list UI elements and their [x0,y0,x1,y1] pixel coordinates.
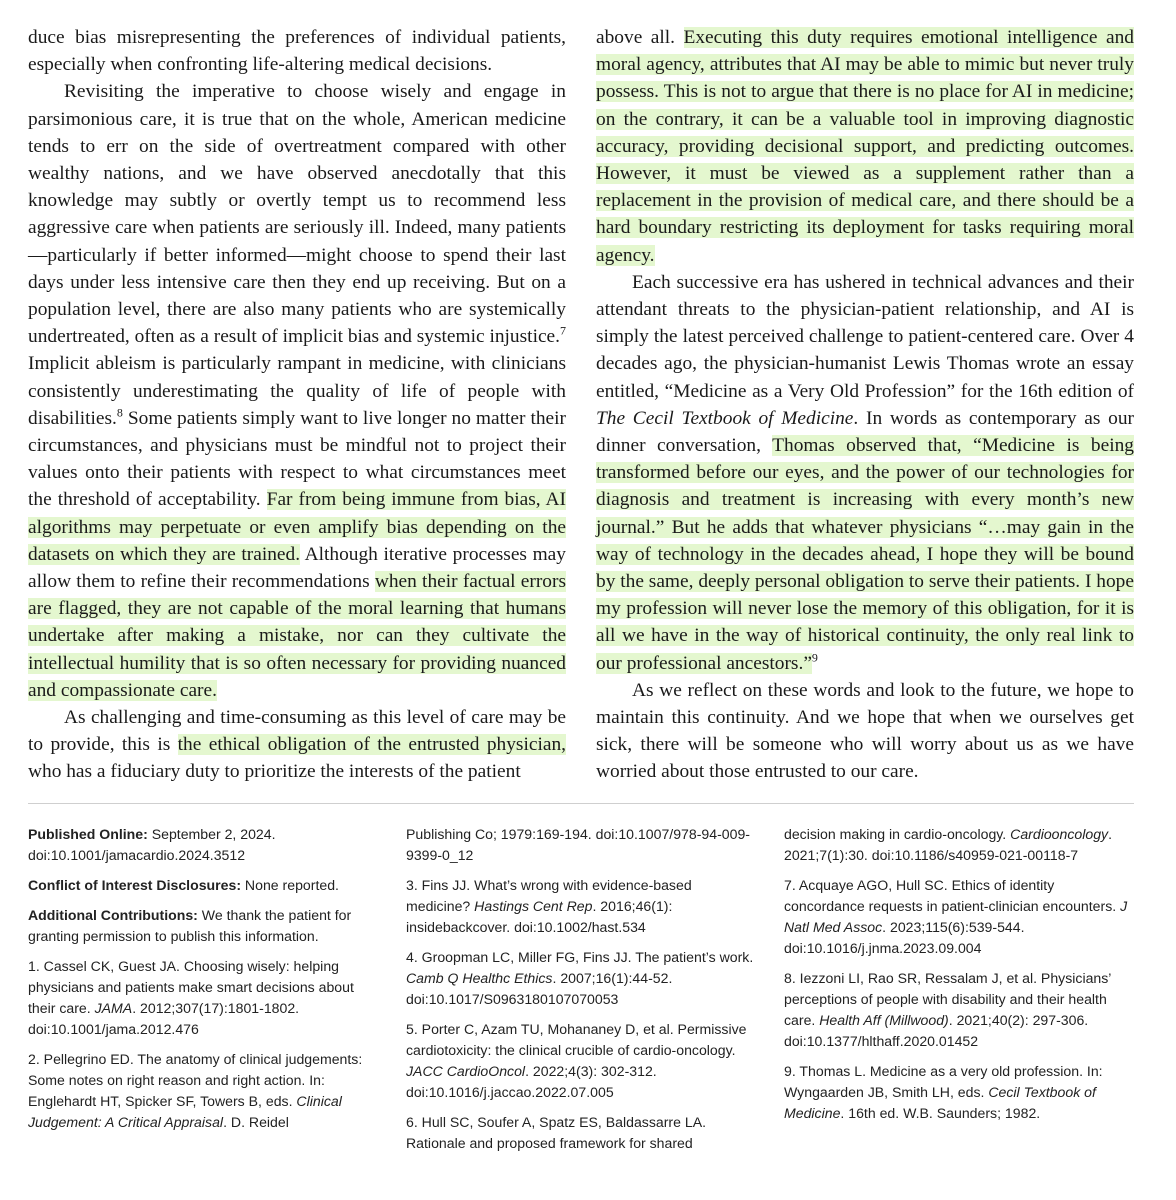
reference-item-continued: decision making in cardio-oncology. Cardiooncology. 2021;7(1):30. doi:10.1186/s40959-021-00118-7 [784,826,1112,863]
paragraph: above all. Executing this duty requires emotional intelligence and moral agency, attributes that AI may be able to mimic but never truly possess. This is not to argue that there is no place for AI in medicine; on the contrary, it can be a valuable tool in improving diagnostic accuracy, providing decisional support, and predicting outcomes. However, it must be viewed as a supplement rather than a replacement in the provision of medical care, and there should be a hard boundary restricting its deployment for tasks requiring moral agency. [596,27,1134,266]
citation-superscript: 8 [116,405,123,420]
reference-item: 4. Groopman LC, Miller FG, Fins JJ. The patient’s work. Camb Q Healthc Ethics. 2007;16(1):44-52. doi:10.1017/S0963180107070053 [406,949,754,1007]
highlighted-text: Executing this duty requires emotional intelligence and moral agency, attributes that AI may be able to mimic but never truly possess. This is not to argue that there is no place for AI in medicine; on the contrary, it can be a valuable tool in improving diagnostic accuracy, providing decisional support, and predicting outcomes. However, it must be viewed as a supplement rather than a replacement in the provision of medical care, and there should be a hard boundary restricting its deployment for tasks requiring moral agency. [596,27,1134,266]
paragraph: Each successive era has ushered in technical advances and their attendant threats to the physician-patient relationship, and AI is simply the latest perceived challenge to patient-centered care. Over 4 decades ago, the physician-humanist Lewis Thomas wrote an essay entitled, “Medicine as a Very Old Profession” for the 16th edition of The Cecil Textbook of Medicine. In words as contemporary as our dinner conversation, Thomas observed that, “Medicine is being transformed before our eyes, and the power of our technologies for diagnosis and treatment is increasing with every month’s new journal.” But he adds that whatever physicians “…may gain in the way of technology in the decades ahead, I hope they will be bound by the same, deeply personal obligation to serve their patients. I hope my profession will never lose the memory of this obligation, for it is all we have in the way of historical continuity, the only real link to our professional ancestors.”$^9$ [596,271,1134,674]
reference-item: 8. Iezzoni LI, Rao SR, Ressalam J, et al. Physicians’ perceptions of people with disability and their health care. Health Aff (Millwood). 2021;40(2): 297-306. doi:10.1377/hlthaff.2020.01452 [784,970,1111,1049]
reference-item: 3. Fins JJ. What’s wrong with evidence-based medicine? Hastings Cent Rep. 2016;46(1): insidebackcover. doi:10.1002/hast.534 [406,877,692,935]
reference-item-continued: Publishing Co; 1979:169-194. doi:10.1007/978-94-009-9399-0_12 [406,826,750,863]
references-column-right [784,824,1136,1133]
additional-contributions: Additional Contributions: We thank the patient for granting permission to publish this information. [28,907,352,944]
reference-item: 5. Porter C, Azam TU, Mohananey D, et al. Permissive cardiotoxicity: the clinical crucible of cardio-oncology. JACC CardioOncol. 2022;4(3): 302-312. doi:10.1016/j.jaccao.2022.07.005 [406,1021,747,1100]
paragraph: duce bias misrepresenting the preferences of individual patients, especially when confronting life-altering medical decisions. [28,27,566,76]
reference-item: 9. Thomas L. Medicine as a very old profession. In: Wyngaarden JB, Smith LH, eds. Cecil Textbook of Medicine. 16th ed. W.B. Saunders; 1982. [784,1063,1103,1121]
article-column-right [596,24,1134,786]
section-divider [28,803,1134,804]
article-column-left [28,24,566,786]
reference-item: 6. Hull SC, Soufer A, Spatz ES, Baldassarre LA. Rationale and proposed framework for shared [406,1114,707,1151]
citation-superscript: 7 [560,323,567,338]
reference-item: 2. Pellegrino ED. The anatomy of clinical judgements: Some notes on right reason and right action. In: Englehardt HT, Spicker SF, Towers B, eds. Clinical Judgement: A Critical Appraisal. D. Reidel [28,1051,363,1130]
highlighted-text: when their factual errors are flagged, they are not capable of the moral learning that humans undertake after making a mistake, nor can they cultivate the intellectual humility that is so often necessary for providing nuanced and compassionate care. [28,571,566,701]
citation-superscript: 9 [811,650,818,665]
highlighted-text: Thomas observed that, “Medicine is being transformed before our eyes, and the power of our technologies for diagnosis and treatment is increasing with every month’s new journal.” But he adds that whatever physicians “…may gain in the way of technology in the decades ahead, I hope they will be bound by the same, deeply personal obligation to serve their patients. I hope my profession will never lose the memory of this obligation, for it is all we have in the way of historical continuity, the only real link to our professional ancestors.” [596,435,1134,674]
references-column-left [28,824,380,1142]
reference-item: 7. Acquaye AGO, Hull SC. Ethics of identity concordance requests in patient-clinician encounters. J Natl Med Assoc. 2023;115(6):539-544. doi:10.1016/j.jnma.2023.09.004 [784,877,1128,956]
published-online: Published Online: September 2, 2024. doi:10.1001/jamacardio.2024.3512 [28,826,276,863]
italic-title: The Cecil Textbook of Medicine [596,407,854,429]
reference-item: 1. Cassel CK, Guest JA. Choosing wisely: helping physicians and patients make smart decisions about their care. JAMA. 2012;307(17):1801-1802. doi:10.1001/jama.2012.476 [28,958,354,1037]
highlighted-text: the ethical obligation of the entrusted physician, [177,734,566,756]
highlighted-text: Far from being immune from bias, AI algorithms may perpetuate or even amplify bias depending on the datasets on which they are trained. [28,489,566,565]
paragraph: As we reflect on these words and look to the future, we hope to maintain this continuity. And we hope that when we ourselves get sick, there will be someone who will worry about us as we have worried about those entrusted to our care. [596,679,1134,783]
references-column-middle [406,824,758,1163]
paragraph: As challenging and time-consuming as this level of care may be to provide, this is the ethical obligation of the entrusted physician, who has a fiduciary duty to prioritize the interests of the patient [28,707,566,783]
conflict-of-interest: Conflict of Interest Disclosures: None reported. [28,877,339,893]
paragraph: Revisiting the imperative to choose wisely and engage in parsimonious care, it is true that on the whole, American medicine tends to err on the side of overtreatment compared with other wealthy nations, and we have observed anecdotally that this knowledge may subtly or overtly tempt us to recommend less aggressive care when patients are seriously ill. Indeed, many patients—particularly if better informed—might choose to spend their last days under less intensive care then they end up receiving. But on a population level, there are also many patients who are systemically undertreated, often as a result of implicit bias and systemic injustice.$^7$ Implicit ableism is particularly rampant in medicine, with clinicians consistently underestimating the quality of life of people with disabilities.$^8$ Some patients simply want to live longer no matter their circumstances, and physicians must be mindful not to project their values onto their patients with respect to what circumstances meet the threshold of acceptability. Far from being immune from bias, AI algorithms may perpetuate or even amplify bias depending on the datasets on which they are trained. Although iterative processes may allow them to refine their recommendations when their factual errors are flagged, they are not capable of the moral learning that humans undertake after making a mistake, nor can they cultivate the intellectual humility that is so often necessary for providing nuanced and compassionate care. [28,81,567,701]
